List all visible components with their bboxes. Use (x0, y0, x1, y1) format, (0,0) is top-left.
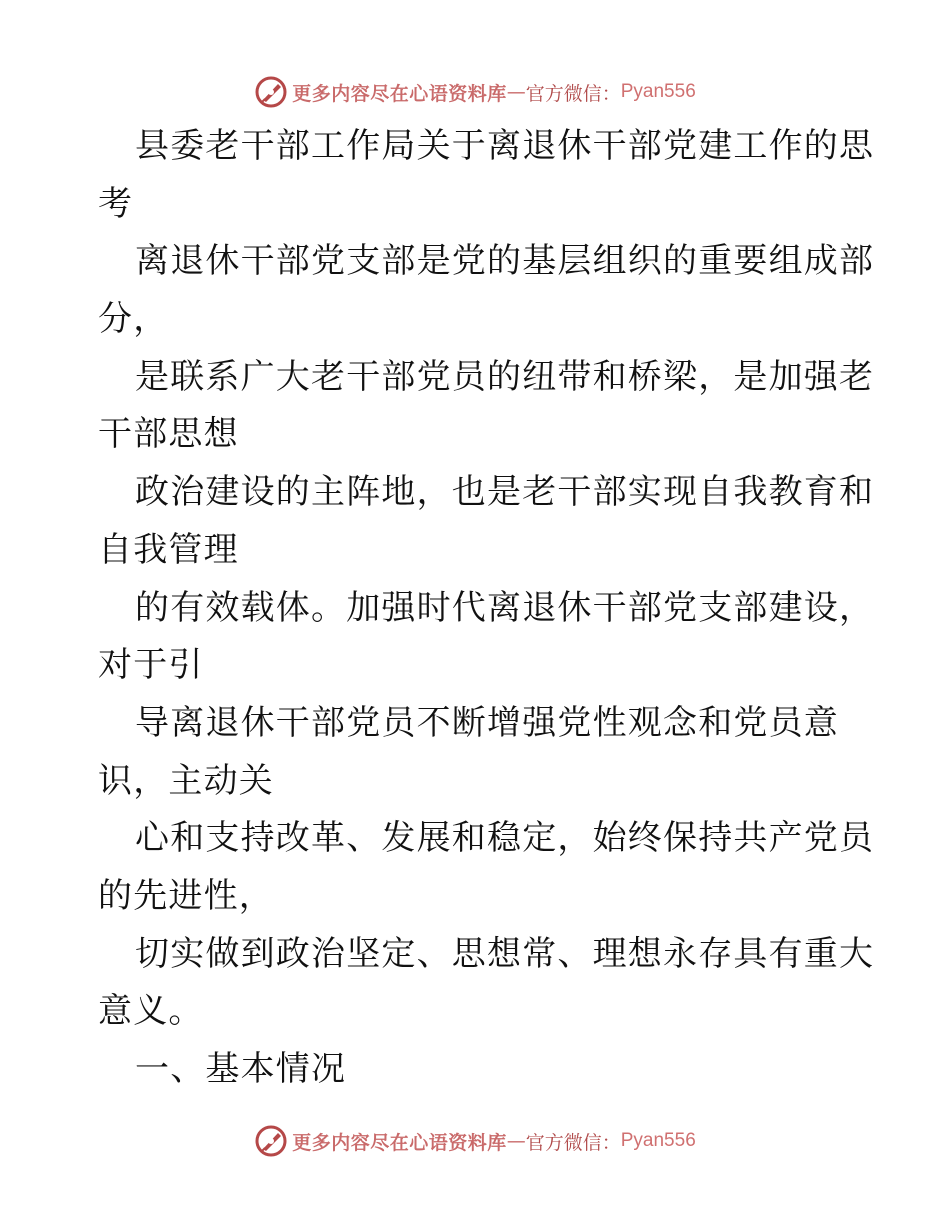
quill-logo-icon (254, 75, 288, 109)
body-line: 政治建设的主阵地，也是老干部实现自我教育和 (135, 472, 875, 513)
body-line: 心和支持改革、发展和稳定，始终保持共产党员 (135, 818, 875, 859)
title-line-1: 县委老干部工作局关于离退休干部党建工作的思 (135, 126, 875, 166)
watermark-label: 官方微信： (525, 82, 621, 105)
watermark-dash: — (506, 1130, 526, 1152)
body-line: 识，主动关 (98, 760, 274, 801)
body-line: 是联系广大老干部党员的纽带和桥梁，是加强老 (135, 356, 875, 397)
body-line: 自我管理 (98, 529, 239, 570)
section-heading: 一、基本情况 (135, 1049, 347, 1089)
watermark-label: 官方微信： (525, 1131, 621, 1154)
body-line: 导离退休干部党员不断增强党性观念和党员意 (135, 702, 839, 743)
watermark-brand: 更多内容尽在心语资料库 (292, 82, 507, 105)
body-line: 意义。 (98, 991, 204, 1032)
title-line-2: 考 (98, 183, 134, 224)
body-line: 的有效载体。加强时代离退休干部党支部建设， (135, 587, 875, 628)
watermark-wechat-id: Pyan556 (620, 81, 696, 102)
body-line: 切实做到政治坚定、思想常、理想永存具有重大 (135, 933, 875, 974)
body-line: 分， (98, 299, 169, 340)
document-body (98, 118, 875, 1099)
body-line: 对于引 (98, 645, 204, 686)
body-line: 的先进性， (98, 875, 274, 916)
footer-watermark (0, 1121, 950, 1161)
watermark-brand: 更多内容尽在心语资料库 (292, 1131, 507, 1154)
quill-logo-icon (254, 1124, 288, 1158)
watermark-dash: — (506, 81, 526, 103)
body-line: 干部思想 (98, 414, 239, 455)
header-watermark (0, 72, 950, 112)
body-line: 离退休干部党支部是党的基层组织的重要组成部 (135, 241, 875, 282)
watermark-wechat-id: Pyan556 (620, 1130, 696, 1151)
